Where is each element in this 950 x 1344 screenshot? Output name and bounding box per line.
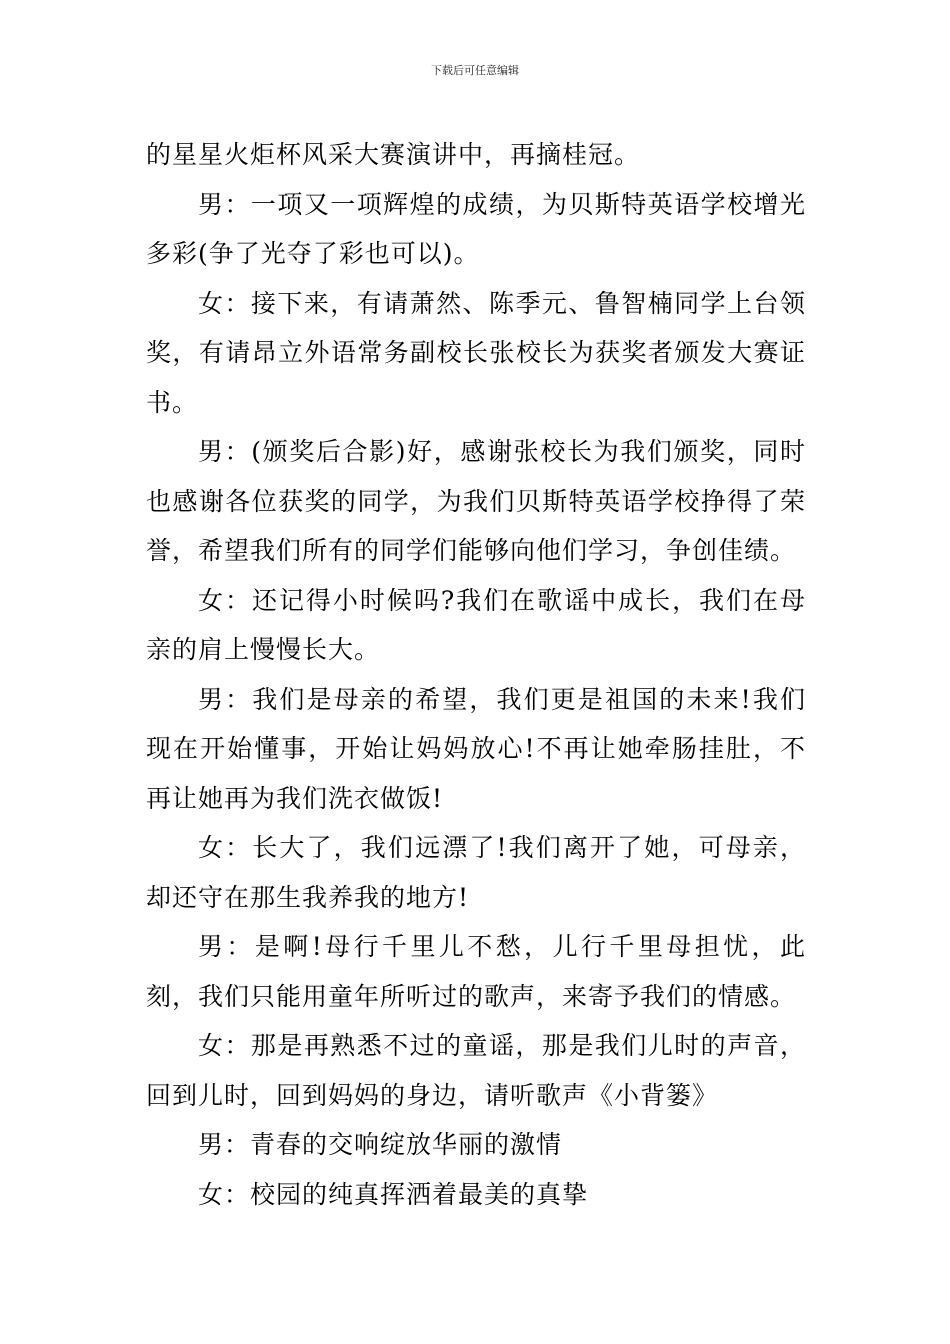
paragraph: 男：是啊!母行千里儿不愁，儿行千里母担忧，此刻，我们只能用童年所听过的歌声，来寄予我们的情感。 (146, 932, 806, 1011)
header-note: 下载后可任意编辑 (431, 64, 519, 77)
paragraph: 的星星火炬杯风采大赛演讲中，再摘桂冠。 (146, 140, 641, 169)
paragraph: 女：校园的纯真挥洒着最美的真挚 (198, 1179, 589, 1209)
document-body (146, 130, 806, 1219)
paragraph: 男：(颁奖后合影)好，感谢张校长为我们颁奖，同时也感谢各位获奖的同学，为我们贝斯特英语学校挣得了荣誉，希望我们所有的同学们能够向他们学习，争创佳绩。 (146, 437, 806, 565)
paragraph: 女：那是再熟悉不过的童谣，那是我们儿时的声音，回到儿时，回到妈妈的身边，请听歌声《小背篓》 (146, 1031, 806, 1110)
paragraph: 男：青春的交响绽放华丽的激情 (198, 1130, 563, 1159)
paragraph: 女：长大了，我们远漂了!我们离开了她，可母亲，却还守在那生我养我的地方! (146, 833, 806, 912)
paragraph: 男：一项又一项辉煌的成绩，为贝斯特英语学校增光多彩(争了光夺了彩也可以)。 (146, 189, 806, 268)
paragraph: 女：接下来，有请萧然、陈季元、鲁智楠同学上台领奖，有请昂立外语常务副校长张校长为获奖者颁发大赛证书。 (146, 288, 806, 417)
paragraph: 男：我们是母亲的希望，我们更是祖国的未来!我们现在开始懂事，开始让妈妈放心!不再让她牵肠挂肚，不再让她再为我们洗衣做饭! (146, 684, 806, 813)
paragraph: 女：还记得小时候吗?我们在歌谣中成长，我们在母亲的肩上慢慢长大。 (146, 585, 806, 664)
